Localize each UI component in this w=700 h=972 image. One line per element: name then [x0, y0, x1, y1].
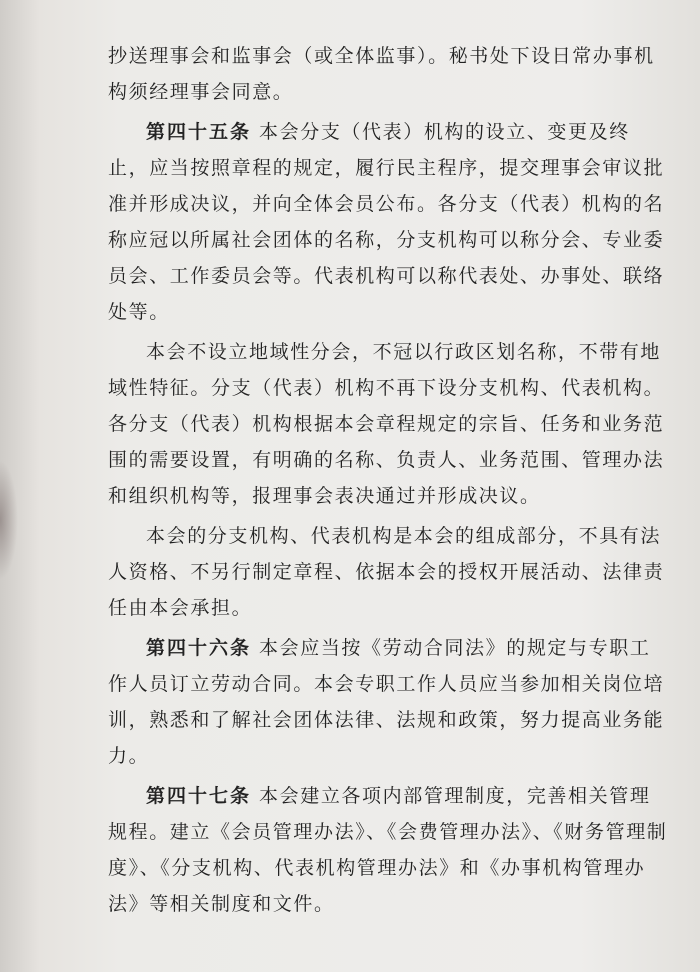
- paragraph-1: [108, 38, 668, 110]
- paragraph-text: 本会分支（代表）机构的设立、变更及终止，应当按照章程的规定，履行民主程序，提交理事会审议批准并形成决议，并向全体会员公布。各分支（代表）机构的名称应冠以所属社会团体的名称，分支机构可以称分会、专业委员会、工作委员会等。代表机构可以称代表处、办事处、联络处等。: [108, 121, 665, 323]
- paragraph-text: 本会应当按《劳动合同法》的规定与专职工作人员订立劳动合同。本会专职工作人员应当参加相关岗位培训，熟悉和了解社会团体法律、法规和政策，努力提高业务能力。: [108, 637, 665, 767]
- paragraph-text: 本会的分支机构、代表机构是本会的组成部分，不具有法人资格、不另行制定章程、依据本会的授权开展活动、法律责任由本会承担。: [108, 525, 665, 619]
- paragraph-3: [108, 334, 668, 514]
- article-heading: 第四十五条: [146, 121, 252, 143]
- document-body: [108, 38, 668, 922]
- paragraph-4: [108, 518, 668, 626]
- article-47: [108, 778, 668, 922]
- article-heading: 第四十六条: [146, 637, 252, 659]
- article-46: [108, 630, 668, 774]
- paragraph-text: 抄送理事会和监事会（或全体监事）。秘书处下设日常办事机构须经理事会同意。: [108, 45, 655, 103]
- paragraph-text: 本会建立各项内部管理制度，完善相关管理规程。建立《会员管理办法》、《会费管理办法》、《财务管理制度》、《分支机构、代表机构管理办法》和《办事机构管理办法》等相关制度和文件。: [108, 785, 668, 915]
- page-edge-shadow: [0, 460, 18, 580]
- article-heading: 第四十七条: [146, 785, 252, 807]
- paragraph-text: 本会不设立地域性分会，不冠以行政区划名称，不带有地域性特征。分支（代表）机构不再下设分支机构、代表机构。各分支（代表）机构根据本会章程规定的宗旨、任务和业务范围的需要设置，有明确的名称、负责人、业务范围、管理办法和组织机构等，报理事会表决通过并形成决议。: [108, 341, 665, 507]
- article-45: [108, 114, 668, 330]
